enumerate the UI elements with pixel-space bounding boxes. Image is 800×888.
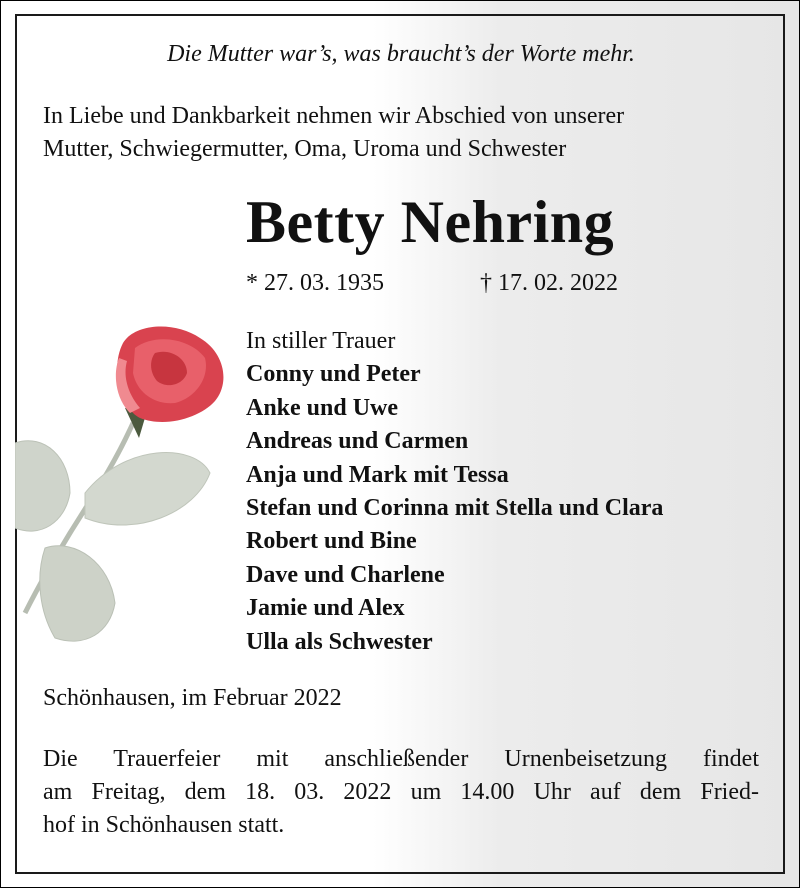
mourner-entry: Anja und Mark mit Tessa	[246, 461, 509, 488]
place-date: Schönhausen, im Februar 2022	[43, 685, 342, 711]
mourner-entry: Jamie und Alex	[246, 595, 405, 622]
death-date: † 17. 02. 2022	[480, 270, 618, 296]
mourners-list	[246, 325, 663, 659]
mourner-entry: Conny und Peter	[246, 361, 421, 388]
rose-image	[15, 313, 235, 653]
mourner-entry: Stefan und Corinna mit Stella und Clara	[246, 495, 664, 522]
mourner-entry: Dave und Charlene	[246, 561, 445, 588]
mourner-entry: Andreas und Carmen	[246, 428, 469, 455]
funeral-info	[43, 743, 759, 842]
info-line: Die Trauerfeier mit anschließender Urnenbeisetzung findet	[43, 746, 759, 772]
intro-line: Mutter, Schwiegermutter, Oma, Uroma und Schwester	[43, 136, 567, 162]
motto: Die Mutter war’s, was braucht’s der Worte mehr.	[167, 41, 635, 67]
life-dates	[246, 270, 618, 297]
intro-text	[43, 100, 767, 166]
info-line: hof in Schönhausen statt.	[43, 812, 285, 838]
mourner-entry: Robert und Bine	[246, 528, 417, 555]
deceased-name: Betty Nehring	[246, 189, 615, 255]
mourning-heading: In stiller Trauer	[246, 328, 396, 354]
birth-date: * 27. 03. 1935	[246, 270, 384, 296]
info-line: am Freitag, dem 18. 03. 2022 um 14.00 Uhr auf dem Fried-	[43, 779, 759, 805]
mourner-entry: Anke und Uwe	[246, 394, 399, 421]
intro-line: In Liebe und Dankbarkeit nehmen wir Abschied von unserer	[43, 103, 625, 129]
mourner-entry: Ulla als Schwester	[246, 628, 433, 655]
